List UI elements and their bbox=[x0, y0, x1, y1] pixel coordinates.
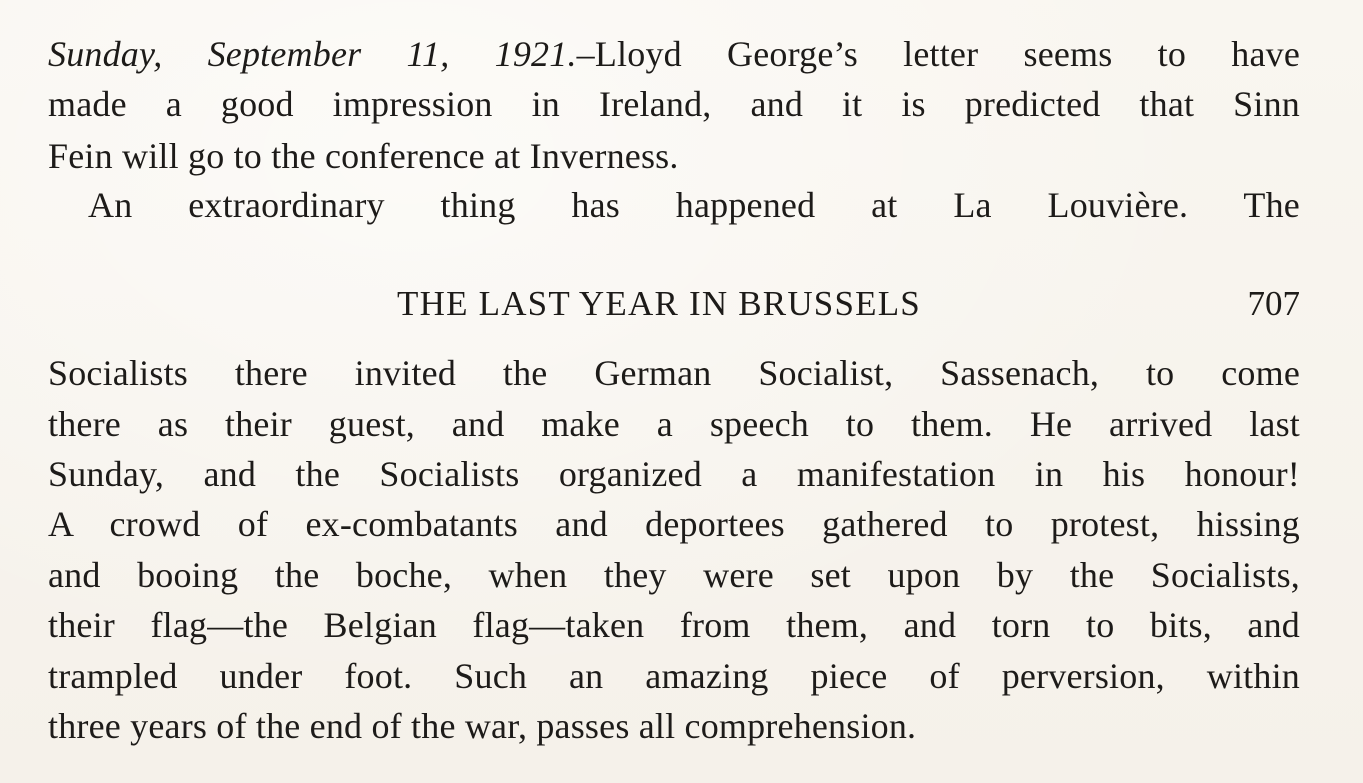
entry-first-line bbox=[48, 32, 1300, 76]
page-number: 707 bbox=[1247, 284, 1300, 323]
text-line: three years of the end of the war, passes all comprehension. bbox=[48, 706, 917, 746]
text-line: their flag—the Belgian flag—taken from them, and torn to bits, and bbox=[48, 605, 1300, 645]
text-line: trampled under foot. Such an amazing piece of perversion, within bbox=[48, 656, 1300, 696]
text-line: there as their guest, and make a speech to them. He arrived last bbox=[48, 404, 1300, 444]
text-line: made a good impression in Ireland, and it is predicted that Sinn bbox=[48, 84, 1300, 124]
text-line: Socialists there invited the German Socialist, Sassenach, to come bbox=[48, 353, 1300, 393]
text-line: An extraordinary thing has happened at La Louvière. The bbox=[88, 185, 1300, 225]
text-line: Fein will go to the conference at Inverness. bbox=[48, 136, 679, 176]
text-line: and booing the boche, when they were set upon by the Socialists, bbox=[48, 555, 1300, 595]
chapter-title: THE LAST YEAR IN BRUSSELS bbox=[397, 284, 921, 323]
text-line: Sunday, and the Socialists organized a manifestation in his honour! bbox=[48, 454, 1300, 494]
entry-date: Sunday, September 11, 1921. bbox=[48, 34, 577, 74]
running-head bbox=[48, 282, 1300, 330]
text-line: A crowd of ex-combatants and deportees gathered to protest, hissing bbox=[48, 504, 1300, 544]
entry-opening-text: –Lloyd George’s letter seems to have bbox=[576, 34, 1301, 74]
